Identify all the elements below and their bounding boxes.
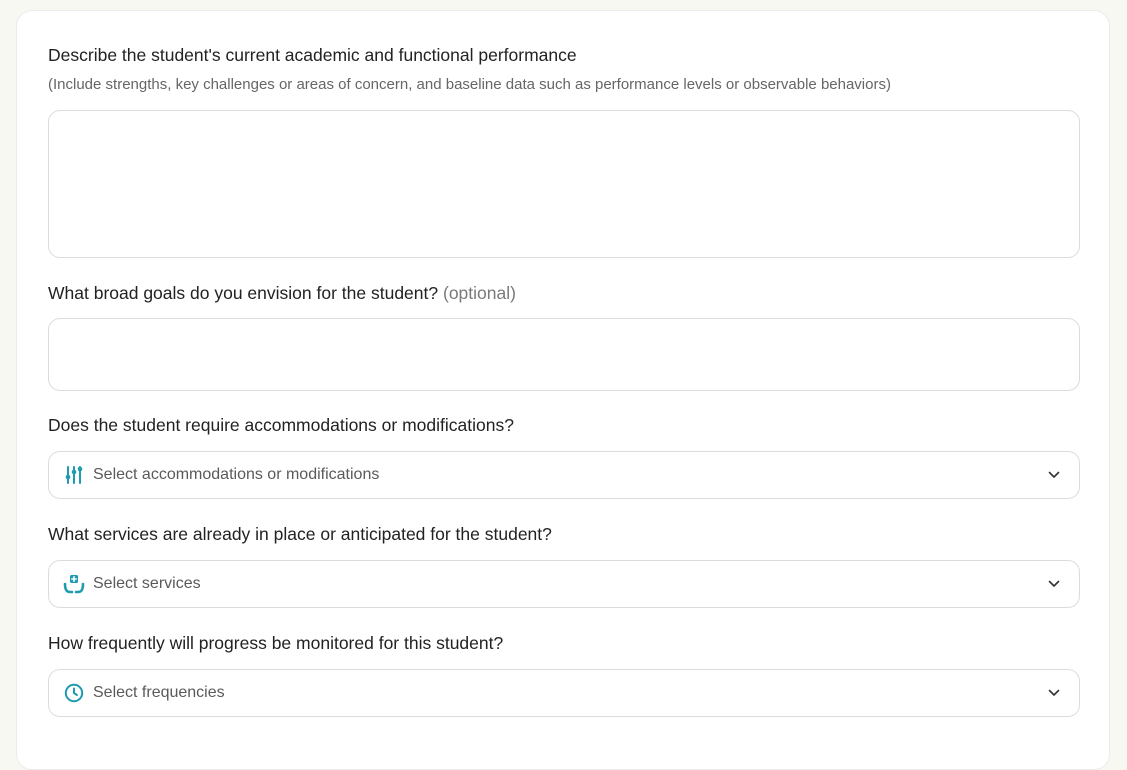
goals-question-text: What broad goals do you envision for the student? xyxy=(48,283,439,303)
performance-question-hint: (Include strengths, key challenges or areas of concern, and baseline data such as performance levels or observable behaviors) xyxy=(48,76,891,93)
frequency-question-label: How frequently will progress be monitored for this student? xyxy=(48,633,504,653)
services-placeholder: Select services xyxy=(93,575,201,592)
frequency-select[interactable] xyxy=(48,669,1080,717)
services-icon xyxy=(63,573,85,595)
form-card xyxy=(16,10,1110,770)
clock-icon xyxy=(63,682,85,704)
accommodations-placeholder: Select accommodations or modifications xyxy=(93,466,380,483)
frequency-placeholder: Select frequencies xyxy=(93,684,225,701)
sliders-icon xyxy=(63,464,85,486)
chevron-down-icon xyxy=(1047,686,1061,700)
accommodations-select[interactable] xyxy=(48,451,1080,499)
chevron-down-icon xyxy=(1047,577,1061,591)
services-question-label: What services are already in place or anticipated for the student? xyxy=(48,524,552,544)
performance-textarea[interactable] xyxy=(48,110,1080,258)
goals-question-label xyxy=(48,283,516,304)
goals-input[interactable] xyxy=(48,318,1080,391)
accommodations-question-label: Does the student require accommodations or modifications? xyxy=(48,415,514,435)
chevron-down-icon xyxy=(1047,468,1061,482)
performance-question-label: Describe the student's current academic and functional performance xyxy=(48,45,577,65)
services-select[interactable] xyxy=(48,560,1080,608)
optional-tag: (optional) xyxy=(443,283,516,303)
